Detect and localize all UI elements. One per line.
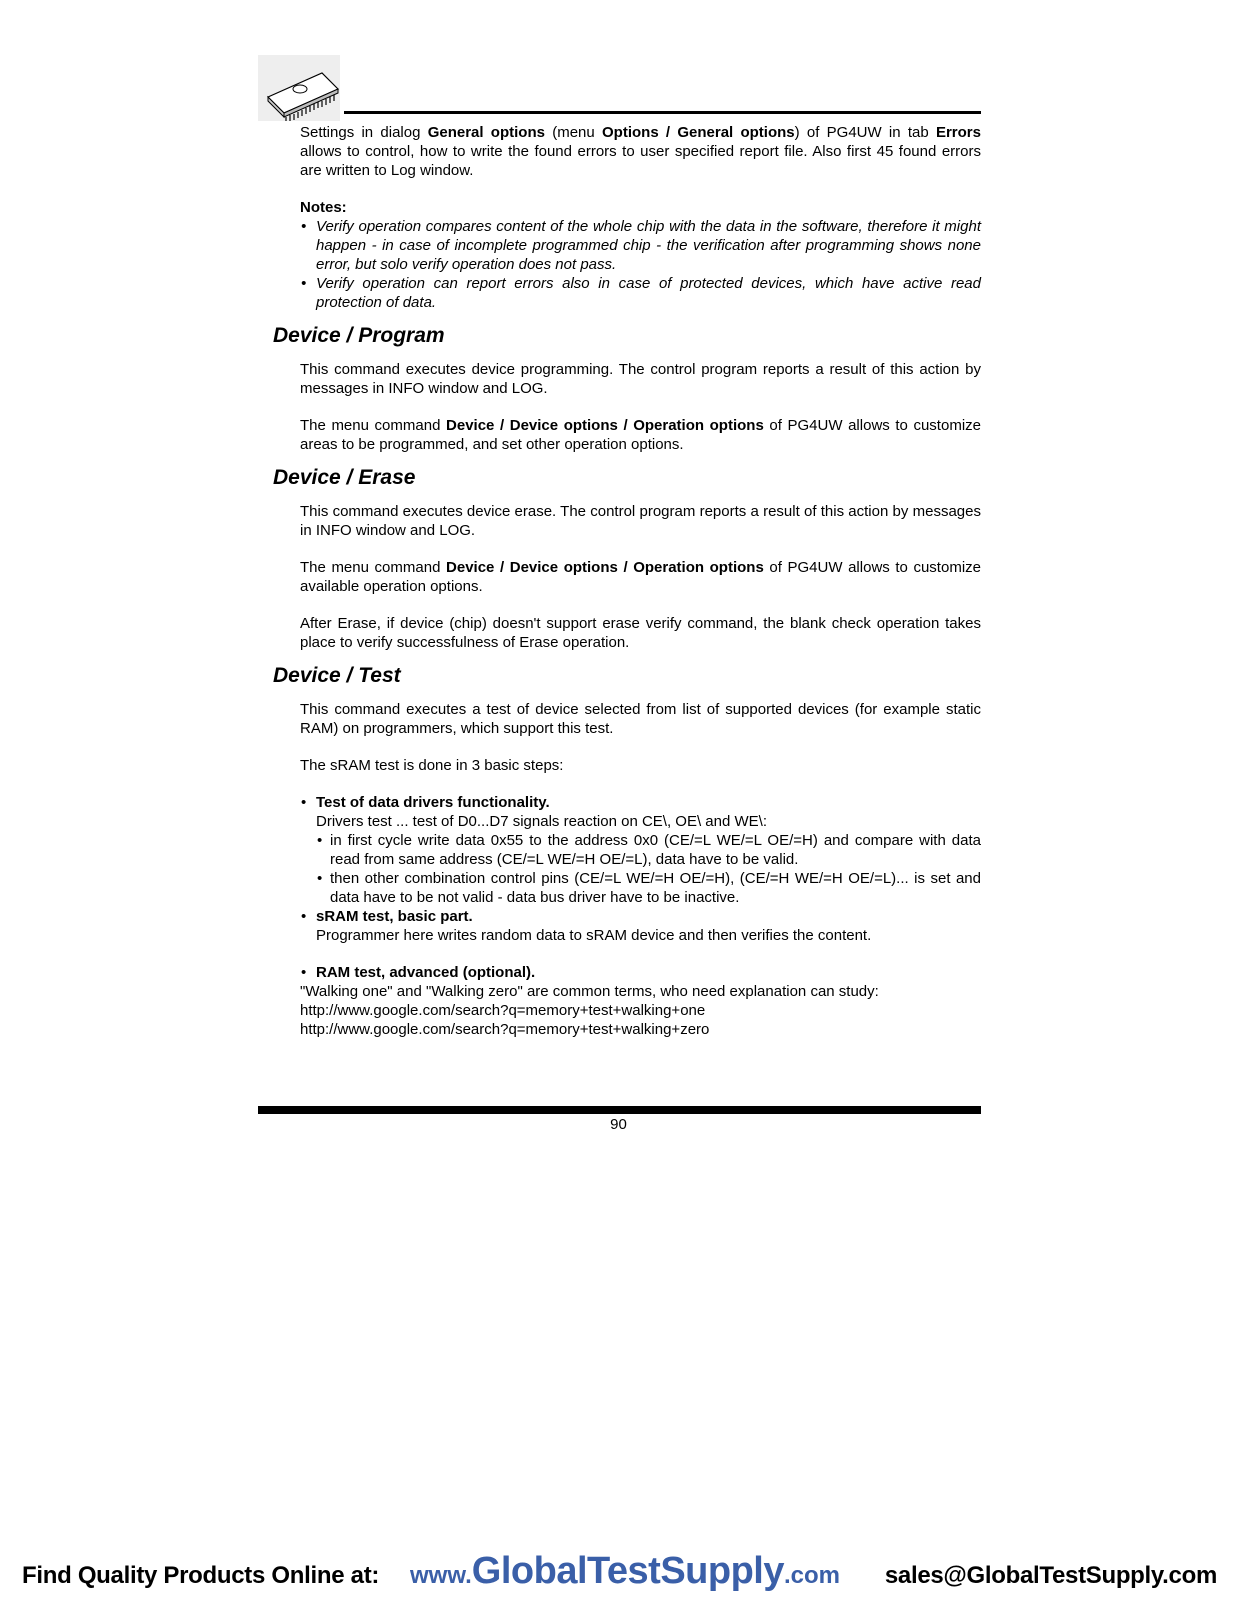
- page-number: 90: [610, 1116, 627, 1133]
- test-step-3-title: RAM test, advanced (optional).: [316, 964, 536, 981]
- test-step-2-text: Programmer here writes random data to sRAM device and then verifies the content.: [316, 927, 872, 944]
- intro-bold-errors: Errors: [935, 124, 981, 141]
- link-walking-one[interactable]: http://www.google.com/search?q=memory+test+walking+one: [300, 1002, 706, 1019]
- program-paragraph-2: [300, 416, 981, 454]
- section-heading-erase: Device / Erase: [273, 466, 416, 489]
- erase-paragraph-3: After Erase, if device (chip) doesn't support erase verify command, the blank check operation takes place to verify successfulness of Erase operation.: [300, 615, 981, 651]
- page-content: [273, 123, 981, 1039]
- program-p2-menu-path: Device / Device options / Operation options: [446, 417, 764, 434]
- test-paragraph-1: This command executes a test of device selected from list of supported devices (for example static RAM) on programmers, which support this test.: [300, 701, 981, 737]
- sub-list-item: • in first cycle write data 0x55 to the address 0x0 (CE/=L WE/=L OE/=H) and compare with data read from same address (CE/=L WE/=H OE/=L), data have to be valid.: [316, 831, 981, 869]
- promo-com: .com: [784, 1562, 841, 1589]
- promo-email[interactable]: sales@GlobalTestSupply.com: [884, 1562, 1217, 1589]
- test-step-1-sublist: [316, 831, 981, 907]
- intro-text-3: ) of PG4UW in tab: [794, 124, 936, 141]
- note-item: • Verify operation can report errors also in case of protected devices, which have active read protection of data.: [300, 274, 981, 312]
- intro-bold-general-options: General options: [427, 124, 545, 141]
- erase-paragraph-1: This command executes device erase. The control program reports a result of this action by messages in INFO window and LOG.: [300, 503, 981, 539]
- program-p2-text-c: of PG4UW allows to customize areas to be programmed, and set other operation options.: [300, 417, 981, 453]
- section-heading-program: Device / Program: [273, 324, 445, 347]
- promo-www: www.: [410, 1562, 472, 1589]
- intro-text-2: (menu: [544, 124, 603, 141]
- intro-bold-menu-path: Options / General options: [602, 124, 795, 141]
- note-item: • Verify operation compares content of the whole chip with the data in the software, therefore it might happen - in case of incomplete programmed chip - the verification after programming shows none error, but solo verify operation does not pass.: [300, 217, 981, 274]
- test-step-3-text: "Walking one" and "Walking zero" are common terms, who need explanation can study:: [300, 983, 879, 1000]
- promo-footer: [0, 1550, 1237, 1594]
- link-walking-zero[interactable]: http://www.google.com/search?q=memory+test+walking+zero: [300, 1021, 710, 1038]
- program-p2-text-a: The menu command: [300, 417, 447, 434]
- test-paragraph-2: The sRAM test is done in 3 basic steps:: [300, 757, 564, 774]
- test-step-1: [300, 793, 981, 907]
- intro-text-4: allows to control, how to write the found errors to user specified report file. Also first 45 found errors are written to Log window.: [300, 143, 981, 179]
- test-step-1-title: Test of data drivers functionality.: [316, 794, 550, 811]
- intro-paragraph: [300, 123, 981, 180]
- test-step-2-title: sRAM test, basic part.: [316, 908, 473, 925]
- chip-logo: [258, 55, 340, 121]
- test-step-3-list: [300, 963, 981, 982]
- test-step-1-text: Drivers test ... test of D0...D7 signals reaction on CE\, OE\ and WE\:: [316, 813, 768, 830]
- erase-paragraph-2: [300, 558, 981, 596]
- promo-left-text: Find Quality Products Online at:: [22, 1562, 380, 1589]
- sub-list-item: • then other combination control pins (CE/=L WE/=H OE/=H), (CE/=H WE/=H OE/=L)... is set and data have to be not valid - data bus driver have to be inactive.: [316, 869, 981, 907]
- notes-heading: [300, 198, 981, 217]
- program-paragraph-1: This command executes device programming. The control program reports a result of this action by messages in INFO window and LOG.: [300, 361, 981, 397]
- section-heading-test: Device / Test: [273, 664, 401, 687]
- header-rule: [344, 111, 981, 114]
- notes-heading-text: Notes:: [300, 199, 347, 216]
- test-step-2: [300, 907, 981, 945]
- intro-text-1: Settings in dialog: [300, 124, 428, 141]
- erase-p2-menu-path: Device / Device options / Operation options: [446, 559, 764, 576]
- ic-chip-icon: [258, 55, 340, 121]
- test-step-3: [300, 963, 981, 982]
- promo-website-link[interactable]: [410, 1550, 840, 1593]
- promo-brand: GlobalTestSupply: [471, 1550, 784, 1592]
- test-steps-list: [300, 793, 981, 945]
- erase-p2-text-c: of PG4UW allows to customize available operation options.: [300, 559, 981, 595]
- notes-list: [300, 217, 981, 312]
- footer-rule: [258, 1106, 981, 1114]
- erase-p2-text-a: The menu command: [300, 559, 447, 576]
